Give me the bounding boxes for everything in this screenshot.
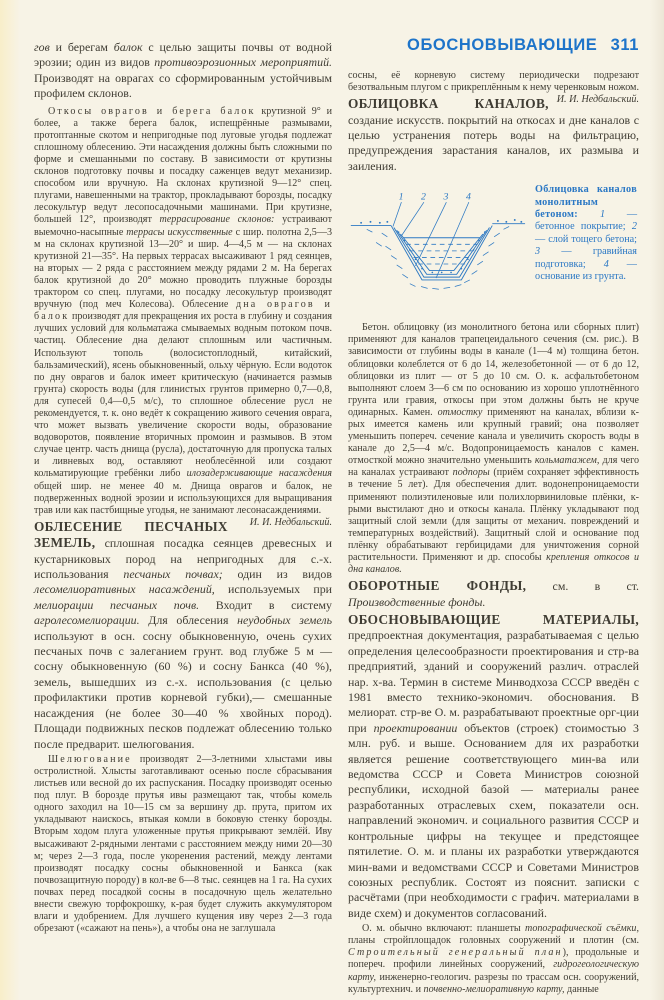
entry-oblesenie-peschanykh-zemel: ОБЛЕСЕНИЕ ПЕСЧАНЫХ ЗЕМЕЛЬ, сплошная посадка сеянцев древесных и кустарниковых пород на непригодных для с.-х. использования песчаных почвах; один из видов лесомелиоративных насаждений, используемых при мелиорации песчаных почв. Входит в систему агролесомелиорации. Для облесения неудобных земель используют в осн. сосну обыкновенную, очень сухих песчаных почв с залеганием грунт. вод глубже 5 м — сосну обыкновенную (60 %) и сосну Банкса (40 %), земель, вышедших из с.-х. использования (с целью профилактики против корневой губки),— смешанные насаждения (не более 30—40 % хвойных пород). Площади подвижных песков подлежат облесению только после предварит. шелюгования. (34, 518, 332, 751)
paragraph-continuation: гов и берегам балок с целью защиты почвы от водной эрозии; один из видов противоэрозионных мероприятий. Производят на оврагах со сформированным устойчивым профилем склонов. (34, 40, 333, 101)
figure-label: 4 (466, 191, 471, 203)
figure-labels (399, 192, 471, 203)
figure-label: 1 (398, 191, 404, 203)
right-column (348, 36, 639, 996)
entry-obosnovyvayushchie-materialy: ОБОСНОВЫВАЮЩИЕ МАТЕРИАЛЫ, предпроектная документация, разрабатываемая с целью определения целесообразности проектирования и стр-ва предприятий, зданий и сооружений различ. отраслей нар. х-ва. Термин в системе Минводхоза СССР введён с 1981 вместо технико-экономич. обоснования. В мелиорат. стр-ве О. м. разрабатывают проектные орг-ции при проектировании объектов (строек) стоимостью 3 млн. руб. и выше. Основанием для их разработки является решение соответствующего мин-ва или ведомства СССР и Совета Министров союзной республики, исходной базой — материалы ранее разработанных отраслевых схем, показатели осн. направлений экономич. и социального развития СССР и контрольные цифры на текущее и предстоящее пятилетие. О. м. и планы их разработки утверждаются мин-вами и ведомствами СССР и Советами Министров союзных республик. Состоят из пояснит. записки с расчётами (при необходимости с графич. материалами в виде схем) и документов согласований. (348, 612, 639, 920)
author-signature: И. И. Недбальский. (249, 516, 332, 528)
entry-oblitsovka-kanalov: ОБЛИЦОВКА КАНАЛОВ, создание искусств. покрытий на откосах и дне каналов с целью устранения потерь воды на фильтрацию, предупреждения зарастания каналов, их размыва и заиления. (348, 96, 639, 173)
paragraph-shelyugovanie: Шелюгование производят 2—3-летними хлыстами ивы остролистной. Хлысты заготавливают осенью после сбрасывания листьев или весной до их распускания. Посадку производят осенью под плуг. В борозде прутья ивы размещают так, чтобы комель одного заходил на 10—15 см за вершину др. прута, притом их укладывают наискось, втыкая комли в боковую стенку борозды. Вторым ходом плуга уложенные прутья прикрывают землёй. Иву высаживают 2-рядными лентами с расстоянием между ними 20—30 м; через 2—3 года, после укоренения растений, между лентами производят посадку сосны обыкновенной и Банкса (как почвозащитную породу) в кол-ве 6—8 тыс. сеянцев на 1 га. На сухих почвах перед посадкой сосны в посадочную щель желательно внести свежую торфокрошку, к-рая будет служить аккумулятором влаги и удобрением. Для лучшего кущения иву через 2—3 года обрезают («сажают на пень»), а чтобы она не заглушала (34, 753, 332, 935)
paragraph-detail-ravine-slopes (34, 105, 332, 528)
canal-lining-figure (348, 184, 639, 314)
entry-oborotnye-fondy: ОБОРОТНЫЕ ФОНДЫ, см. в ст. Производственные фонды. (348, 578, 639, 609)
header-keyword: ОБОСНОВЫВАЮЩИЕ (407, 36, 598, 54)
paragraph-text: сосны, её корневую систему периодически подрезают безотвальным плугом с прикреплённым к нему черенковым ножом. (348, 70, 639, 94)
author-signature: И. И. Недбальский. (556, 94, 639, 106)
figure-caption: Облицовка каналов монолитным бетоном: 1 — бетонное покрытие; 2 — слой тощего бетона; 3 — гравийная подготовка; 4 — основание из грунта. (535, 184, 637, 283)
paragraph-detail-concrete-lining: Бетон. облицовку (из монолитного бетона или сборных плит) применяют для каналов трапецеидального сечения (см. рис.). В зависимости от глубины воды в канале (1—4 м) толщина бетон. облицовки колеблется от 6 до 14, железобетонной — от 6 до 12, облицовки из плит — от 5 до 10 см. О. к. асфальтобетоном выполняют слоем 3—6 см по основанию из хорошо уплотнённого грунта или гравия, откосы при этом должны быть не круче одинарных. Камен. отмостку применяют на каналах, вблизи к-рых имеется камень или крупный гравий; она позволяет уменьшить попереч. сечение канала и увеличить скорость воды в канале до 2,5—4 м/с. Водопроницаемость каналов с камен. отмосткой можно значительно уменьшить кольматажем, для чего на каналах устраивают подпоры (приём сохраняет эффективность в течение 5 лет). Для обеспечения длит. водонепроницаемости применяют полиэтиленовые или полихлорвиниловые плёнки, к-рыми выстилают дно и откосы канала. Плёнку укладывают под защитный слой земли (для защиты от механич. повреждений и температурных воздействий). Защитный слой и основание под плёнку обрабатывают гербицидами для уничтожения сорной растительности. Применяют и др. способы крепления откосов и дна каналов. (348, 322, 639, 576)
paragraph-continuation-pine (348, 70, 639, 106)
canal-cross-section-diagram (348, 184, 526, 314)
gravel-dots (360, 219, 522, 273)
running-header (348, 36, 639, 55)
left-column (34, 40, 332, 935)
paragraph-text: Откосы оврагов и берега балок крутизной 9° и более, а также берега балок, испещрённые размывами, протоптанные скотом и непригодные под луговые угодья подлежат сплошному облесению. Эти насаждения должны быть сложными по форме и смешанными по составу. В зависимости от крутизны склонов подготовку почвы и посадку саженцев ведут механизир. способом или вручную. На склонах крутизной 9—12° спец. плугами, навешенными на трактор, прокладывают борозды, посадку лесокультур ведут лесопосадочными машинами. При крутизне, большей 12°, производят террасирование склонов: устраивают выемочно-насыпные террасы искусственные с шир. полотна 2,5—3 м на склонах крутизной 13—20° и шир. 4—4,5 м — на склонах крутизной 21—35°. На первых террасах высаживают 1 ряд сеянцев, на вторых — 2 ряда с расстоянием между рядами 2 м. На берегах балок крутизной до 20° можно проводить плужные борозды трактором со спец. плугами, но посадку лесокультур производят вручную (под меч Колесова). Облесение дна оврагов и балок производят для прекращения их роста в глубину и создания лучших условий для кольматажа смываемых водным потоком почв. частиц. Облесение дна делают сплошным или частичным. Используют тополь (волосистоплодный, китайский, бальзамический), ясень обыкновенный, ольху чёрную. Если водоток по дну оврагов и балок имеет критическую (начинается размыв грунта) скорость воды (для глинистых грунтов примерно 0,7—0,8, для супесей 0,4—0,5 м/с), то сплошное облесение русл не рекомендуется, т. к. оно ведёт к сокращению живого сечения оврага, что может вызвать увеличение скорости воды, образование водоворотов, появление вторичных промоин и размывов. В этом случае центр. часть днища (русла), достаточную для пропуска талых и ливневых вод, оставляют необлесённой или создают кольматирующие гребёнки либо илозадерживающие насаждения общей шир. не менее 40 м. Днища оврагов и балок, не подверженных водной эрозии и использующихся для выращивания трав или как пастбищные угодья, не занимают лесонасаждениями. (34, 105, 332, 516)
figure-label: 3 (443, 191, 449, 203)
page-number: 311 (610, 36, 639, 54)
paragraph-om-contents: О. м. обычно включают: планшеты топографической съёмки, планы стройплощадок головных сооружений и плотин (см. Строительный генеральный план), продольные и попереч. профили линейных сооружений, гидрогеологическую карту, инженерно-геологич. разрезы по трассам осн. сооружений, культуртехнич. и почвенно-мелиоративную карту, данные (348, 923, 639, 995)
figure-label: 2 (421, 191, 426, 203)
